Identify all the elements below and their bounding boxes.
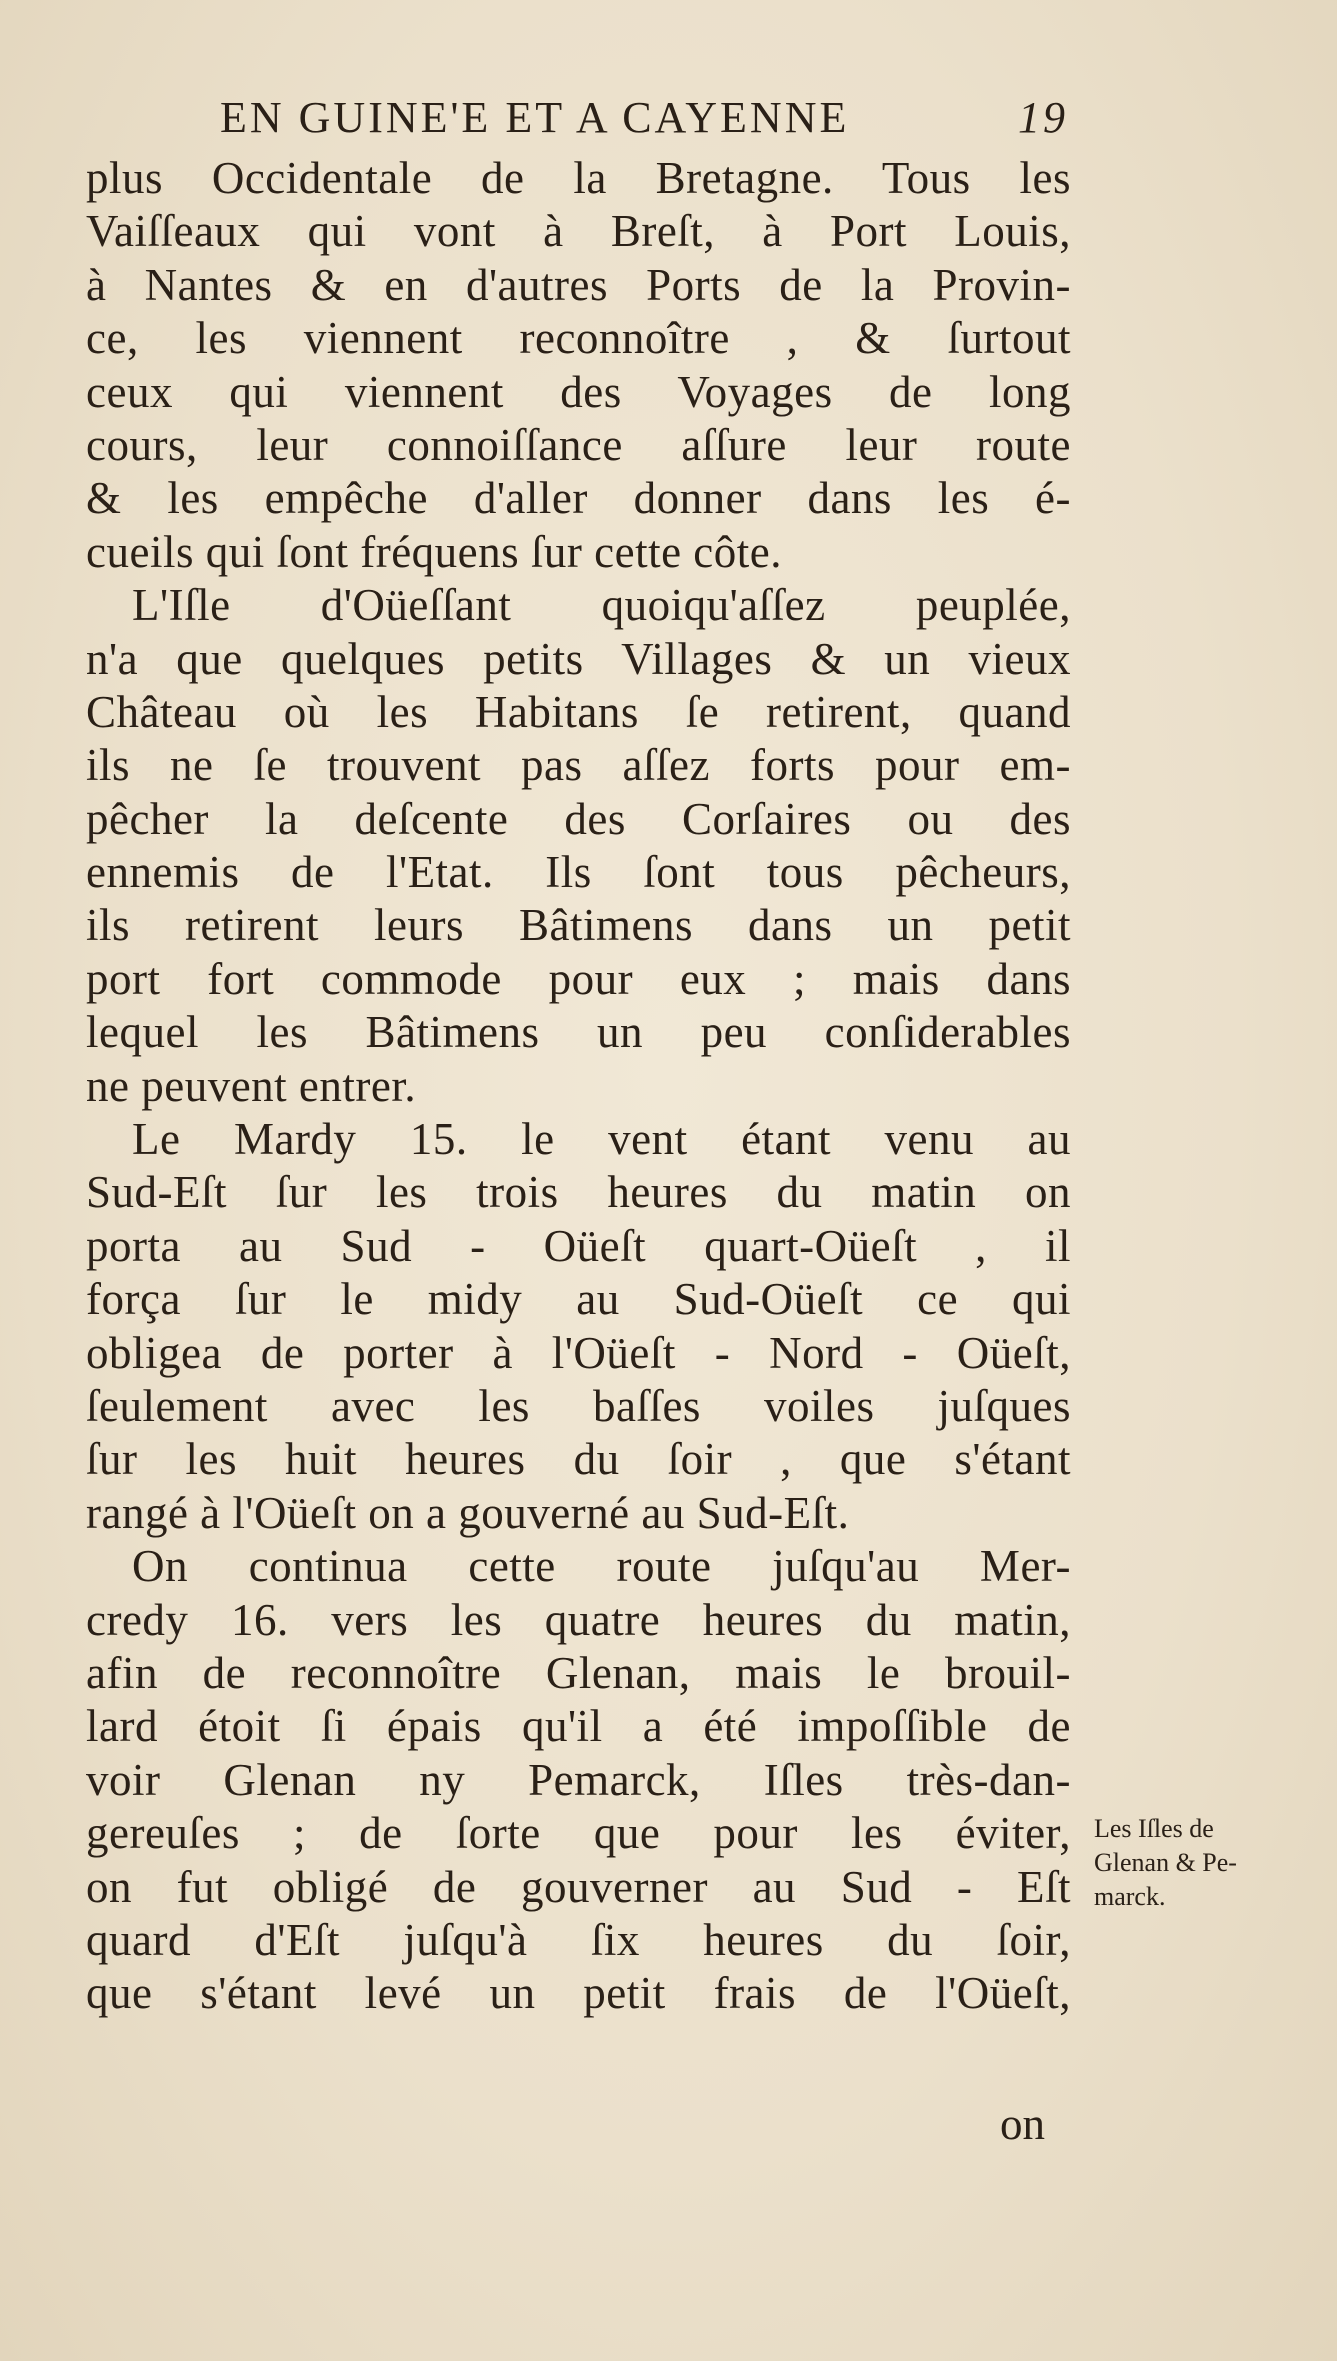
text-line: obligea de porter à l'Oüeſt - Nord - Oüeſt,: [86, 1327, 1071, 1378]
text-line: ne peuvent entrer.: [86, 1060, 417, 1111]
text-line: & les empêche d'aller donner dans les é-: [86, 473, 1071, 524]
text-line: ennemis de l'Etat. Ils ſont tous pêcheurs,: [86, 847, 1071, 898]
text-line: credy 16. vers les quatre heures du matin,: [86, 1594, 1071, 1645]
text-line: On continua cette route juſqu'au Mer-: [132, 1541, 1071, 1592]
running-title: EN GUINE'E ET A CAYENNE: [220, 93, 850, 142]
catchword: on: [1000, 2099, 1045, 2149]
page-number: 19: [1018, 93, 1068, 142]
text-line: Sud-Eſt ſur les trois heures du matin on: [86, 1167, 1071, 1218]
margin-note-line: marck.: [1094, 1882, 1166, 1911]
text-line: ſur les huit heures du ſoir , que s'étant: [86, 1434, 1071, 1485]
text-line: lard étoit ſi épais qu'il a été impoſſible de: [86, 1701, 1071, 1752]
text-line: à Nantes & en d'autres Ports de la Provin-: [86, 259, 1071, 310]
text-line: gereuſes ; de ſorte que pour les éviter,: [86, 1808, 1071, 1859]
margin-note: [1094, 1812, 1324, 1914]
text-line: ils retirent leurs Bâtimens dans un petit: [86, 900, 1071, 951]
text-line: afin de reconnoître Glenan, mais le brouil-: [86, 1647, 1071, 1698]
text-line: cours, leur connoiſſance aſſure leur route: [86, 419, 1071, 470]
text-line: rangé à l'Oüeſt on a gouverné au Sud-Eſt.: [86, 1487, 850, 1538]
margin-note-line: Glenan & Pe-: [1094, 1848, 1237, 1877]
text-line: plus Occidentale de la Bretagne. Tous les: [86, 153, 1071, 203]
body-text: [86, 152, 1071, 2021]
text-line: pêcher la deſcente des Corſaires ou des: [86, 793, 1071, 844]
text-line: ils ne ſe trouvent pas aſſez forts pour em-: [86, 740, 1071, 791]
text-line: cueils qui ſont fréquens ſur cette côte.: [86, 526, 783, 577]
text-line: on fut obligé de gouverner au Sud - Eſt: [86, 1861, 1071, 1912]
margin-note-line: Les Iſles de: [1094, 1814, 1214, 1843]
text-line: Le Mardy 15. le vent étant venu au: [132, 1114, 1071, 1165]
running-header: [220, 92, 1080, 152]
text-line: quard d'Eſt juſqu'à ſix heures du ſoir,: [86, 1914, 1071, 1965]
text-line: Vaiſſeaux qui vont à Breſt, à Port Louis,: [86, 206, 1071, 257]
text-line: voir Glenan ny Pemarck, Iſles très-dan-: [86, 1754, 1071, 1805]
text-line: porta au Sud - Oüeſt quart-Oüeſt , il: [86, 1220, 1071, 1271]
text-line: n'a que quelques petits Villages & un vieux: [86, 633, 1071, 684]
text-line: que s'étant levé un petit frais de l'Oüeſt,: [86, 1968, 1071, 2019]
text-line: port fort commode pour eux ; mais dans: [86, 953, 1071, 1004]
text-line: L'Iſle d'Oüeſſant quoiqu'aſſez peuplée,: [132, 580, 1071, 631]
text-line: Château où les Habitans ſe retirent, quand: [86, 686, 1071, 737]
text-line: ce, les viennent reconnoître , & ſurtout: [86, 313, 1071, 364]
text-line: lequel les Bâtimens un peu conſiderables: [86, 1007, 1071, 1058]
text-line: ceux qui viennent des Voyages de long: [86, 366, 1071, 417]
text-line: ſeulement avec les baſſes voiles juſques: [86, 1380, 1071, 1431]
text-line: força ſur le midy au Sud-Oüeſt ce qui: [86, 1274, 1071, 1325]
